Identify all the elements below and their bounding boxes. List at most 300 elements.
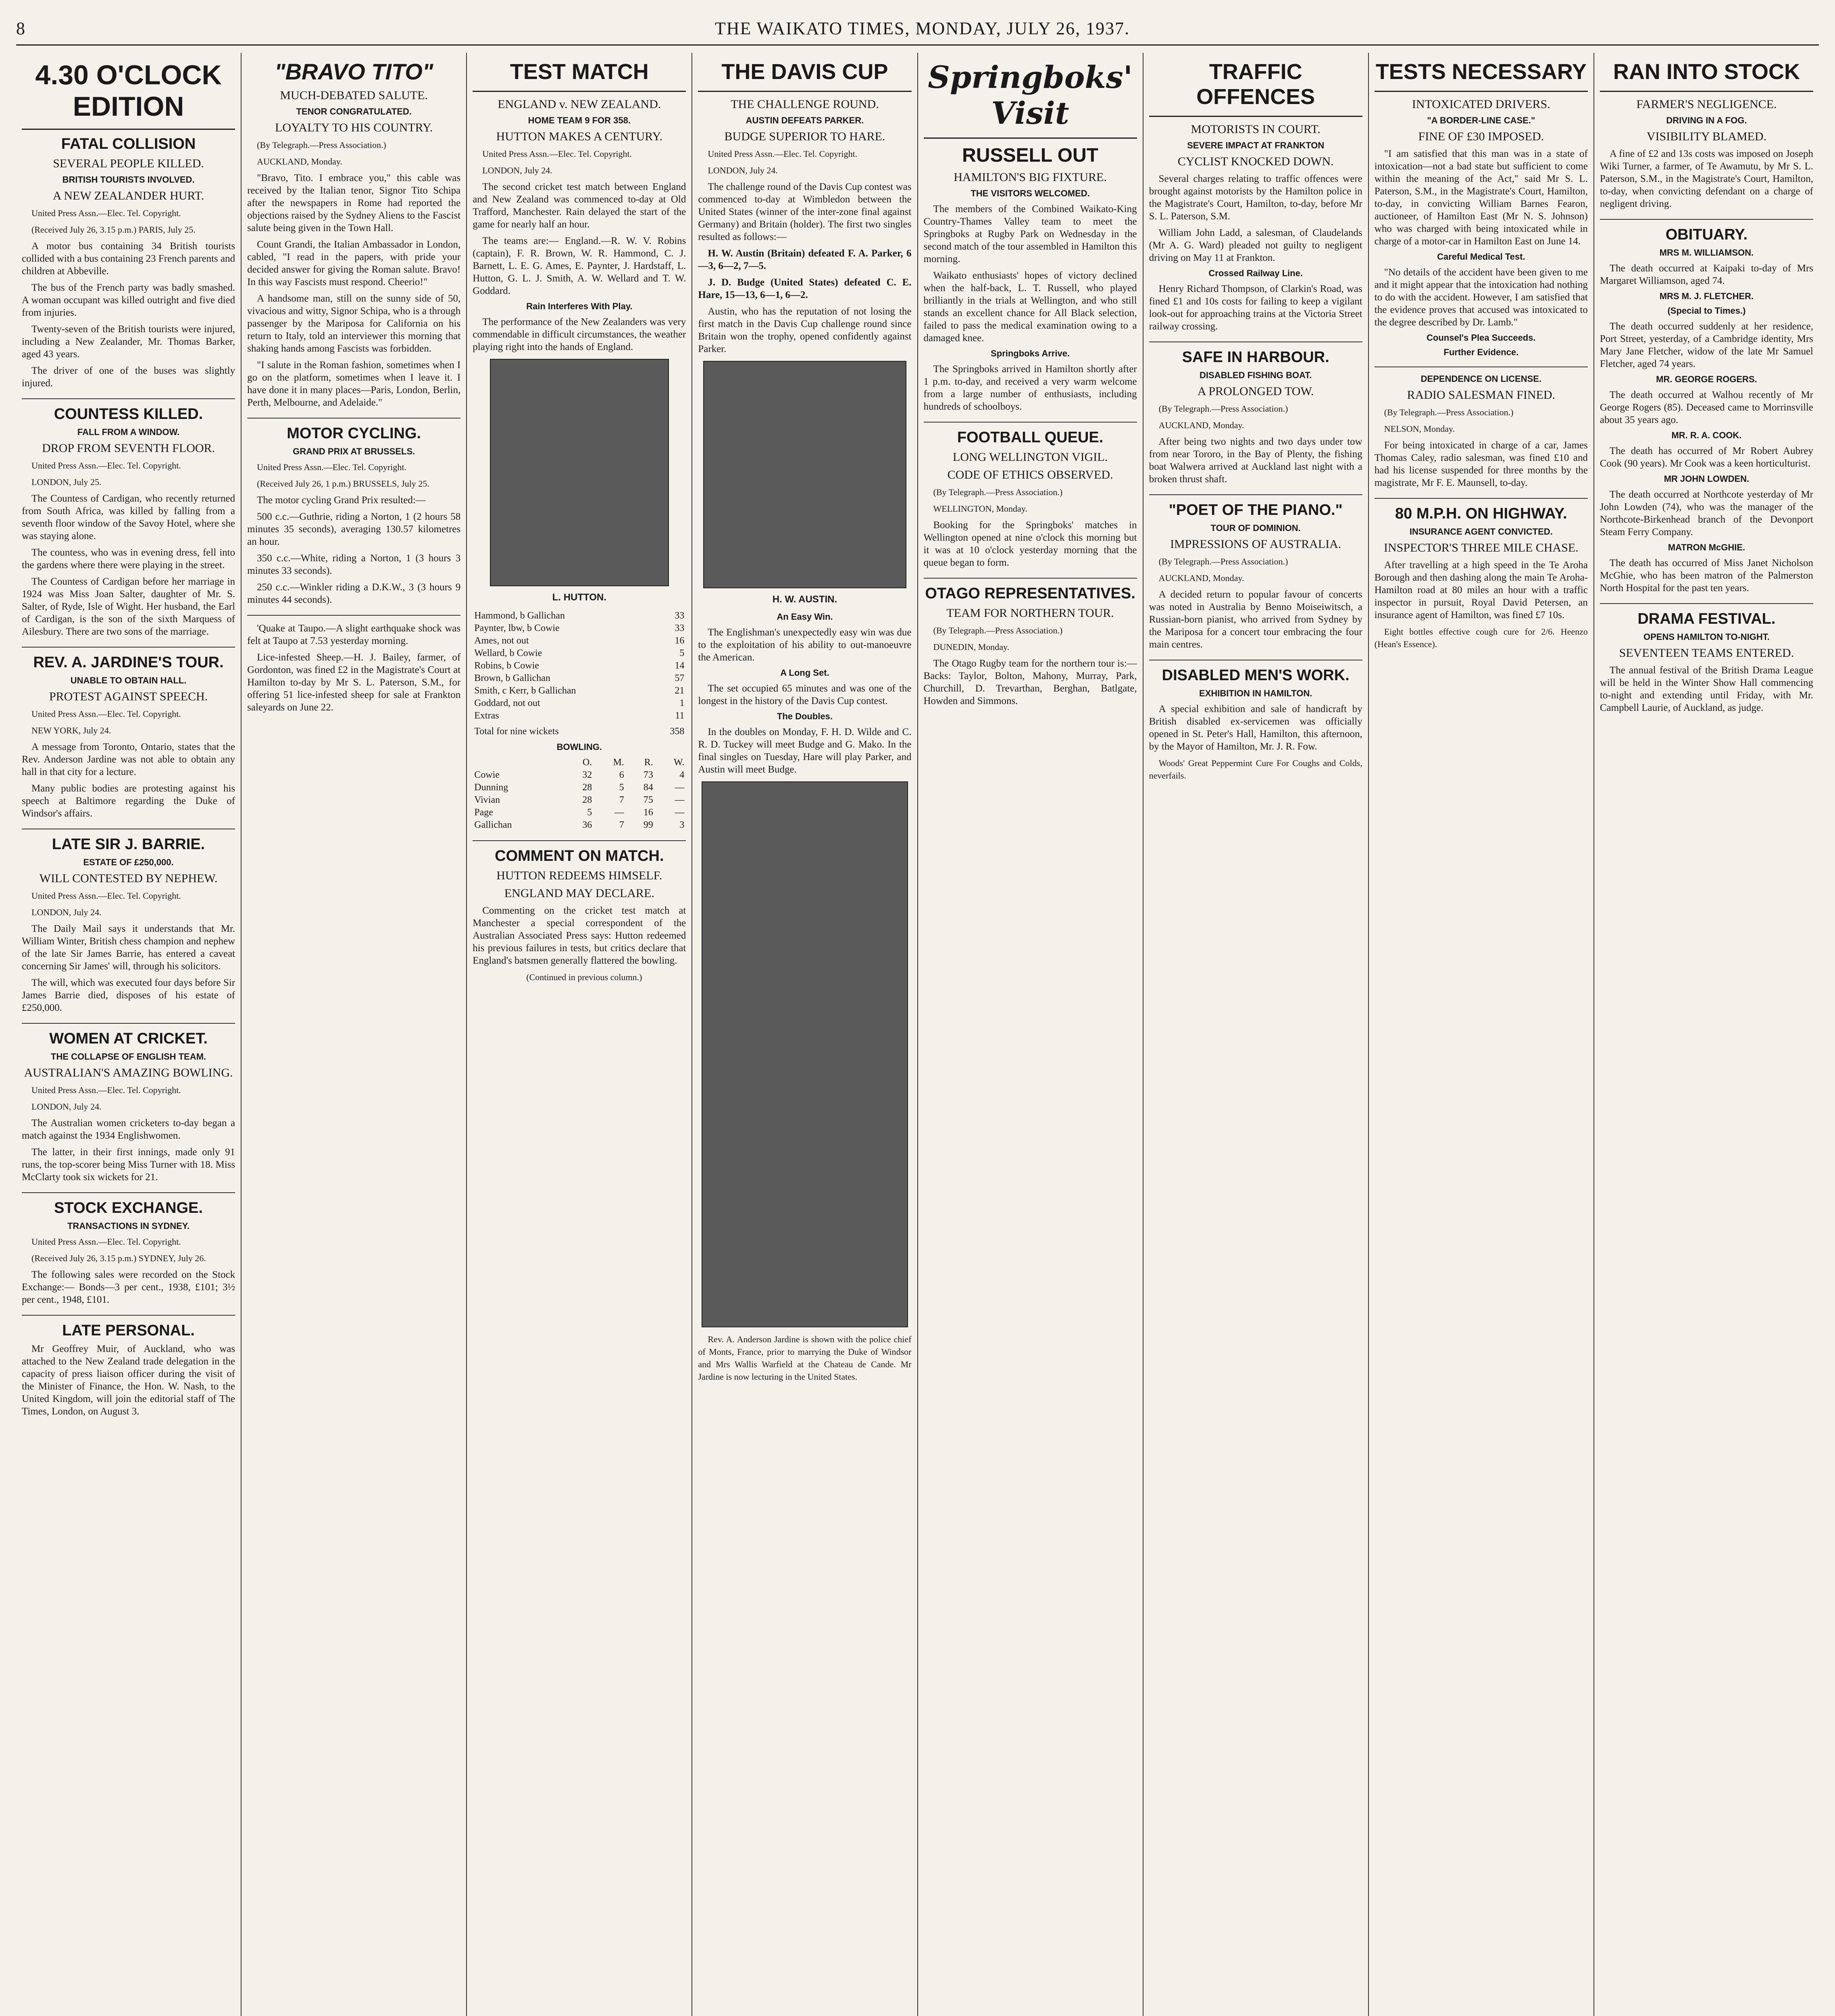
paragraph: Mr Geoffrey Muir, of Auckland, who was attached to the New Zealand trade delegation in the capacity of press liaison officer during the visit of the Minister of Finance, the Hon. W. Nash, to the United Kingdom, will join the editorial staff of The Times, London, on August 3. <box>22 1343 235 1417</box>
story-fatal-collision <box>22 135 235 389</box>
subhead: LOYALTY TO HIS COUNTRY. <box>275 121 433 134</box>
subhead: TOUR OF DOMINION. <box>1210 523 1301 533</box>
column-heading: Springboks' Visit <box>924 53 1137 139</box>
bowling-col-header: M. <box>613 757 624 768</box>
subhead: A Long Set. <box>780 668 829 678</box>
runs: 1 <box>679 698 685 708</box>
bowling-o: 5 <box>587 807 592 818</box>
column-6 <box>1143 53 1369 2016</box>
bowling-row <box>473 769 686 781</box>
photo-caption: H. W. AUSTIN. <box>772 594 837 605</box>
batsman: Paynter, lbw, b Cowie <box>474 623 560 633</box>
paragraph: The challenge round of the Davis Cup contest was commenced to-day at Wimbledon between the United States (winner of the inter-zone final against Germany) and Britain (holder). The first two singles resulted as follows:— <box>698 181 912 242</box>
story-briefs <box>247 622 460 714</box>
advertisement: Woods' Great Peppermint Cure For Coughs and Colds, neverfails. <box>1149 758 1362 781</box>
subhead: UNABLE TO OBTAIN HALL. <box>70 675 187 685</box>
runs: 57 <box>675 673 685 683</box>
total-value: 358 <box>670 726 685 737</box>
subhead: ENGLAND MAY DECLARE. <box>504 887 654 900</box>
story-test-match <box>473 98 686 831</box>
dateline: DUNEDIN, Monday. <box>933 642 1010 652</box>
subhead: Rain Interferes With Play. <box>526 301 633 311</box>
batsman: Extras <box>474 710 499 721</box>
subhead: MOTORISTS IN COURT. <box>1191 123 1321 136</box>
headline: WOMEN AT CRICKET. <box>49 1030 208 1047</box>
subhead: FINE OF £30 IMPOSED. <box>1418 130 1544 143</box>
column-3 <box>467 53 692 2016</box>
headline: COUNTESS KILLED. <box>54 406 203 423</box>
story-late-personal <box>22 1322 235 1418</box>
headline: 80 M.P.H. ON HIGHWAY. <box>1395 505 1567 522</box>
edition-banner: 4.30 O'CLOCK EDITION <box>22 53 235 130</box>
paragraph: The following sales were recorded on the Stock Exchange:— Bonds—3 per cent., 1938, £101; 3½ per cent., 1948, £101. <box>22 1269 235 1305</box>
batsman: Goddard, not out <box>474 698 540 708</box>
paragraph: The death occurred at Walhou recently of Mr George Rogers (85). Deceased came to Morrinsville about 35 years ago. <box>1600 389 1813 425</box>
bowling-col-header: R. <box>644 757 653 768</box>
paragraph: Many public bodies are protesting against his speech at Baltimore regarding the Duke of Windsor's affairs. <box>22 783 235 819</box>
subhead: AUSTIN DEFEATS PARKER. <box>746 115 864 125</box>
batting-row <box>473 647 686 660</box>
paragraph: The members of the Combined Waikato-King Country-Thames Valley team to meet the Springboks at Rugby Park on Wednesday in the second match of the tour assembled in Hamilton this morning. <box>923 204 1137 264</box>
subhead: HUTTON MAKES A CENTURY. <box>496 130 662 143</box>
runs: 21 <box>675 685 685 696</box>
photo-caption: L. HUTTON. <box>552 592 606 603</box>
batsman: Brown, b Gallichan <box>474 673 550 683</box>
page-number: 8 <box>16 18 26 38</box>
subhead: ESTATE OF £250,000. <box>83 857 174 867</box>
columns <box>16 53 1819 2016</box>
paragraph: Twenty-seven of the British tourists were injured, including a New Zealander, Mr. Thomas Barker, aged 43 years. <box>22 324 235 360</box>
bowling-w: — <box>675 795 685 805</box>
byline: (By Telegraph.—Press Association.) <box>1158 404 1288 414</box>
paragraph: The Australian women cricketers to-day began a match against the 1934 Englishwomen. <box>22 1118 235 1141</box>
paragraph: Count Grandi, the Italian Ambassador in London, cabled, "I read in the papers, with pride your decided answer for giving the Roman salute. Bravo! In this way Fascists must respond. Cheerio!" <box>247 239 461 287</box>
paragraph: Waikato enthusiasts' hopes of victory declined when the half-back, L. T. Russell, who played brilliantly in the trials at Wellington, and who still stands an excellent chance for All Black selection, failed to pass the medical examination owing to a damaged knee. <box>923 270 1137 344</box>
paragraph: Henry Richard Thompson, of Clarkin's Road, was fined £1 and 10s costs for failing to keep a vigilant look-out for approaching trains at the Victoria Street railway crossing. <box>1149 283 1362 332</box>
batting-total <box>473 725 686 738</box>
paragraph: 500 c.c.—Guthrie, riding a Norton, 1 (2 hours 58 minutes 35 seconds), averaging 130.57 kilometres an hour. <box>247 511 461 547</box>
dateline: LONDON, July 24. <box>708 165 778 175</box>
dateline: AUCKLAND, Monday. <box>1158 573 1244 583</box>
story-poet-of-piano <box>1149 502 1362 651</box>
paragraph: The Daily Mail says it understands that Mr. William Winter, British chess champion and nephew of the late Sir James Barrie, has entered a caveat concerning Sir James' will, through his solicitors. <box>22 923 235 972</box>
paragraph: The death occurred at Northcote yesterday of Mr John Lowden (74), who was the manager of the Northcote-Birkenhead branch of the Devonport Steam Ferry Company. <box>1600 489 1813 537</box>
headline: DRAMA FESTIVAL. <box>1637 610 1776 627</box>
divider <box>924 578 1137 579</box>
paragraph: 'Quake at Taupo.—A slight earthquake shock was felt at Taupo at 7.53 yesterday morning. <box>247 623 461 646</box>
subhead: HAMILTON'S BIG FIXTURE. <box>954 171 1107 184</box>
paragraph: 250 c.c.—Winkler riding a D.K.W., 3 (3 hours 9 minutes 44 seconds). <box>247 582 461 605</box>
masthead <box>16 12 1819 46</box>
paragraph: Commenting on the cricket test match at Manchester a special correspondent of the Australian Associated Press says: Hutton redeemed his previous failures in tests, but critics declare that England's batsmen generally flattered the bowling. <box>473 905 686 966</box>
byline: United Press Assn.—Elec. Tel. Copyright. <box>31 1085 181 1095</box>
batting-row <box>473 635 686 647</box>
divider <box>1375 498 1588 499</box>
paragraph: Booking for the Springboks' matches in Wellington opened at nine o'clock this morning but it was at 10 o'clock yesterday morning that the queue began to form. <box>923 520 1137 568</box>
divider <box>22 1192 235 1193</box>
paragraph: William John Ladd, a salesman, of Claudelands (Mr A. G. Ward) pleaded not guilty to negligent driving on May 11 at Frankton. <box>1149 227 1362 263</box>
subhead: MRS M. WILLIAMSON. <box>1659 248 1754 258</box>
byline: United Press Assn.—Elec. Tel. Copyright. <box>31 460 181 471</box>
column-1 <box>16 53 242 2016</box>
subhead: MR. R. A. COOK. <box>1671 430 1742 440</box>
subhead: Crossed Railway Line. <box>1208 268 1303 278</box>
story-women-cricket <box>22 1030 235 1183</box>
headline: RUSSELL OUT <box>962 145 1098 166</box>
subhead: FARMER'S NEGLIGENCE. <box>1636 98 1777 111</box>
bowling-w: 4 <box>679 770 685 780</box>
column-5 <box>918 53 1143 2016</box>
bowling-o: 36 <box>582 820 592 830</box>
divider <box>247 418 460 419</box>
result: J. D. Budge (United States) defeated C. E. Hare, 15—13, 6—1, 6—2. <box>698 277 912 300</box>
story-davis-cup <box>698 98 911 1383</box>
subhead: TENOR CONGRATULATED. <box>296 106 412 117</box>
bowling-col-header: O. <box>582 757 592 768</box>
runs: 33 <box>675 610 685 621</box>
photo-austin <box>703 361 906 588</box>
subhead: RADIO SALESMAN FINED. <box>1407 388 1556 402</box>
subhead: BOWLING. <box>556 742 602 752</box>
subhead: INSPECTOR'S THREE MILE CHASE. <box>1383 541 1579 554</box>
bowling-row <box>473 806 686 819</box>
subhead: DISABLED FISHING BOAT. <box>1200 370 1312 380</box>
byline: United Press Assn.—Elec. Tel. Copyright. <box>31 1237 181 1247</box>
column-8 <box>1594 53 1819 2016</box>
paragraph: The Springboks arrived in Hamilton shortly after 1 p.m. to-day, and received a very warm welcome from a large number of enthusiasts, including hundreds of schoolboys. <box>923 364 1137 412</box>
batting-row <box>473 672 686 685</box>
subhead: A NEW ZEALANDER HURT. <box>52 189 204 202</box>
bowling-row <box>473 781 686 794</box>
bowling-name: Page <box>474 807 493 818</box>
headline: "BRAVO TITO" <box>275 59 433 84</box>
subhead: MR. GEORGE ROGERS. <box>1656 374 1757 384</box>
subhead: INTOXICATED DRIVERS. <box>1412 98 1550 111</box>
story-drama-festival <box>1600 610 1813 714</box>
bowling-name: Vivian <box>474 795 500 805</box>
headline: OTAGO REPRESENTATIVES. <box>925 585 1135 602</box>
subhead: THE COLLAPSE OF ENGLISH TEAM. <box>51 1052 206 1062</box>
batsman: Robins, b Cowie <box>474 660 539 671</box>
dateline: (Received July 26, 1 p.m.) BRUSSELS, July 25. <box>257 479 429 489</box>
story-jardine <box>22 654 235 820</box>
runs: 16 <box>675 635 685 646</box>
byline: (By Telegraph.—Press Association.) <box>933 625 1063 635</box>
paragraph: The performance of the New Zealanders was very commendable in difficult circumstances, the weather playing right into the hands of England. <box>473 317 686 352</box>
subhead: A PROLONGED TOW. <box>1197 385 1314 398</box>
column-heading: TEST MATCH <box>473 53 686 92</box>
subhead: INSURANCE AGENT CONVICTED. <box>1409 527 1553 537</box>
bowling-w: — <box>675 807 685 818</box>
story-bravo-tito <box>247 58 460 409</box>
subhead: "A BORDER-LINE CASE." <box>1427 115 1535 125</box>
dateline: LONDON, July 24. <box>31 907 102 917</box>
paragraph: A fine of £2 and 13s costs was imposed on Joseph Wiki Turner, a farmer, of Te Awamutu, by Mr S. L. Paterson, S.M., in the Magistrate's Court, Hamilton, to-day, when convicting defendant on a charge of negligent driving. <box>1600 148 1813 209</box>
subhead: SEVENTEEN TEAMS ENTERED. <box>1619 646 1794 660</box>
subhead: AUSTRALIAN'S AMAZING BOWLING. <box>24 1066 233 1079</box>
bowling-m: 7 <box>619 795 624 805</box>
story-obituary <box>1600 226 1813 594</box>
subhead: MATRON McGHIE. <box>1668 542 1745 552</box>
subhead: FALL FROM A WINDOW. <box>77 427 180 437</box>
photo-jardine <box>702 781 908 1327</box>
subhead: TRANSACTIONS IN SYDNEY. <box>67 1221 190 1231</box>
paragraph: The countess, who was in evening dress, fell into the gardens where there were playing in the street. <box>22 547 235 571</box>
result: H. W. Austin (Britain) defeated F. A. Parker, 6—3, 6—2, 7—5. <box>698 248 912 271</box>
paragraph: The death occurred suddenly at her residence, Port Street, yesterday, of a Cambridge identity, Mrs Mary Jane Fletcher, widow of the late Mr Samuel Fletcher, aged 74 years. <box>1600 321 1813 369</box>
story-motor-cycling <box>247 425 460 606</box>
divider <box>247 615 460 616</box>
batsman: Smith, c Kerr, b Gallichan <box>474 685 576 696</box>
paragraph: The will, which was executed four days before Sir James Barrie died, disposes of his estate of £250,000. <box>22 977 235 1013</box>
story-football-queue <box>924 429 1137 569</box>
bowling-name: Cowie <box>474 770 500 780</box>
headline: "POET OF THE PIANO." <box>1168 502 1343 519</box>
story-countess <box>22 406 235 638</box>
dateline: NELSON, Monday. <box>1384 424 1455 434</box>
batting-scorecard <box>473 610 686 722</box>
story-ran-into-stock <box>1600 98 1813 210</box>
story-stock-exchange <box>22 1200 235 1306</box>
divider <box>473 840 686 841</box>
photo-caption: Rev. A. Anderson Jardine is shown with the police chief of Monts, France, prior to marrying the Duke of Windsor and Mrs Wallis Warfield at the Chateau de Cande. Mr Jardine is now lecturing in the United States. <box>698 1334 912 1382</box>
bowling-w: — <box>675 782 685 793</box>
bowling-o: 28 <box>582 782 592 793</box>
paragraph: A special exhibition and sale of handicraft by British disabled ex-servicemen was officially opened in St. Peter's Hall, Hamilton, this afternoon, by the Mayor of Hamilton, Mr. J. R. Fow. <box>1149 704 1362 752</box>
bowling-m: — <box>614 807 624 818</box>
byline: United Press Assn.—Elec. Tel. Copyright. <box>708 149 858 159</box>
paragraph: The Countess of Cardigan before her marriage in 1924 was Miss Joan Salter, daughter of Mr. S. Salter, of Ryde, Isle of Wight. Her husband, the Earl of Cardigan, is the son of the sixth Marquess of Ailesbury. There are two sons of the marriage. <box>22 576 235 637</box>
byline: (By Telegraph.—Press Association.) <box>1158 556 1288 566</box>
paragraph: The death has occurred of Mr Robert Aubrey Cook (90 years). Mr Cook was a keen horticulturist. <box>1600 446 1813 469</box>
batting-row <box>473 685 686 697</box>
paragraph: In the doubles on Monday, F. H. D. Wilde and C. R. D. Tuckey will meet Budge and G. Mako. In the final singles on Tuesday, Hare will play Parker, and Austin will meet Budge. <box>698 727 912 775</box>
total-label: Total for nine wickets <box>474 726 559 737</box>
subhead: HOME TEAM 9 FOR 358. <box>528 115 631 125</box>
headline: STOCK EXCHANGE. <box>54 1200 203 1216</box>
column-2 <box>242 53 467 2016</box>
divider <box>22 647 235 648</box>
paragraph: The Countess of Cardigan, who recently returned from South Africa, was killed by falling from a seventh floor window of the Savoy Hotel, where she was staying alone. <box>22 493 235 541</box>
dateline: (Received July 26, 3.15 p.m.) PARIS, July 25. <box>31 225 196 235</box>
paragraph: The second cricket test match between England and New Zealand was commenced to-day at Old Trafford, Manchester. Rain delayed the start of the game for nearly half an hour. <box>473 181 686 230</box>
headline: OBITUARY. <box>1665 226 1748 243</box>
bowling-m: 6 <box>619 770 624 780</box>
story-80-mph <box>1375 505 1588 650</box>
headline: LATE PERSONAL. <box>62 1322 195 1339</box>
column-heading: TESTS NECESSARY <box>1375 53 1588 92</box>
byline: (By Telegraph.—Press Association.) <box>1384 407 1514 417</box>
paragraph: The Otago Rugby team for the northern tour is:— Backs: Taylor, Bolton, Mahony, Murray, Park, Churchill, D. Trevarthan, Berghan, Batlgate, Howden and Simmons. <box>923 658 1137 706</box>
story-tests-necessary <box>1375 98 1588 358</box>
paragraph: The set occupied 65 minutes and was one of the longest in the history of the Davis Cup contest. <box>698 683 912 706</box>
batting-row <box>473 610 686 622</box>
paragraph: "Bravo, Tito. I embrace you," this cable was received by the Italian tenor, Signor Tito Schipa after the newspapers in Rome had reported the objections raised by the Sydney Aliens to the Fascist salute being given in the Town Hall. <box>247 173 461 233</box>
column-heading: THE DAVIS CUP <box>698 53 911 92</box>
paragraph: "I salute in the Roman fashion, sometimes when I go on the platform, sometimes when I leave it. I have done it in many places—Paris, London, Berlin, Perth, Melbourne, and Adelaide." <box>247 360 461 408</box>
bowling-r: 99 <box>643 820 653 830</box>
paragraph: The annual festival of the British Drama League will be held in the Winter Show Hall commencing to-night and extending until Friday, with Mr. Campbell Laurie, of Auckland, as judge. <box>1600 665 1813 713</box>
subhead: DROP FROM SEVENTH FLOOR. <box>42 442 215 455</box>
runs: 11 <box>675 710 685 721</box>
story-springboks <box>924 144 1137 413</box>
story-dependence-on-license <box>1375 374 1588 489</box>
bowling-r: 73 <box>643 770 653 780</box>
story-comment <box>473 848 686 983</box>
bowling-name: Gallichan <box>474 820 512 830</box>
subhead: Counsel's Plea Succeeds. <box>1427 333 1536 343</box>
subhead: THE CHALLENGE ROUND. <box>731 98 879 111</box>
bowling-row <box>473 794 686 806</box>
subhead: TEAM FOR NORTHERN TOUR. <box>946 606 1114 620</box>
bowling-col-header <box>473 756 564 769</box>
bowling-r: 75 <box>643 795 653 805</box>
dateline: AUCKLAND, Monday. <box>1158 420 1244 430</box>
story-disabled-mens-work <box>1149 667 1362 782</box>
batsman: Wellard, b Cowie <box>474 648 542 658</box>
divider <box>22 1315 235 1316</box>
column-7 <box>1369 53 1594 2016</box>
headline: FOOTBALL QUEUE. <box>957 429 1104 446</box>
headline: SAFE IN HARBOUR. <box>1182 349 1329 366</box>
headline: REV. A. JARDINE'S TOUR. <box>33 654 224 671</box>
subhead: Careful Medical Test. <box>1437 252 1525 262</box>
paragraph: The Englishman's unexpectedly easy win was due to the exploitation of his ability to out-manoeuvre the American. <box>698 627 912 663</box>
subhead: BRITISH TOURISTS INVOLVED. <box>62 175 195 185</box>
divider <box>1600 603 1813 604</box>
byline: United Press Assn.—Elec. Tel. Copyright. <box>31 208 181 218</box>
dateline: WELLINGTON, Monday. <box>933 504 1027 514</box>
runs: 5 <box>679 648 685 658</box>
divider <box>1149 494 1362 495</box>
paragraph: Lice-infested Sheep.—H. J. Bailey, farmer, of Gordonton, was fined £2 in the Magistrate's Court at Hamilton to-day by Mr S. L. Paterson, S.M., for offering 51 lice-infested sheep for sale at Frankton saleyards on June 22. <box>247 652 461 713</box>
paragraph: Austin, who has the reputation of not losing the first match in the Davis Cup challenge round since Britain won the trophy, opened confidently against Parker. <box>698 306 912 354</box>
subhead: An Easy Win. <box>777 612 833 622</box>
paragraph: "I am satisfied that this man was in a state of intoxication—not a bad state but sufficient to come within the meaning of the Act," said Mr S. L. Paterson, S.M., in the Magistrate's Court, Hamilton, to-day, in convicting William Barnes Fearon, auctioneer, of Hamilton East (Mr N. S. Johnson) who was charged with being intoxicated while in charge of a motor-car in Hamilton East on June 14. <box>1374 148 1588 247</box>
paragraph: The driver of one of the buses was slightly injured. <box>22 365 235 389</box>
subhead: Further Evidence. <box>1443 347 1519 357</box>
subhead: MUCH-DEBATED SALUTE. <box>280 89 428 102</box>
column-4 <box>692 53 918 2016</box>
subhead: WILL CONTESTED BY NEPHEW. <box>39 872 218 885</box>
subhead: (Special to Times.) <box>1667 306 1746 316</box>
bowling-r: 84 <box>643 782 653 793</box>
subhead: ENGLAND v. NEW ZEALAND. <box>498 98 661 111</box>
divider <box>22 398 235 399</box>
subhead: DRIVING IN A FOG. <box>1666 115 1747 125</box>
dateline: LONDON, July 24. <box>482 165 552 175</box>
subhead: EXHIBITION IN HAMILTON. <box>1199 688 1312 698</box>
subhead: CYCLIST KNOCKED DOWN. <box>1177 155 1334 168</box>
bowling-m: 7 <box>619 820 624 830</box>
byline: (By Telegraph.—Press Association.) <box>933 487 1063 497</box>
subhead: SEVERAL PEOPLE KILLED. <box>53 157 204 170</box>
paragraph: After travelling at a high speed in the Te Aroha Borough and then dashing along the main Te Aroha-Hamilton road at 80 miles an hour with a traffic inspector in pursuit, Royal David Petersen, an insurance agent of Hamilton, was fined £7 10s. <box>1374 560 1588 621</box>
subhead: BUDGE SUPERIOR TO HARE. <box>724 130 885 143</box>
subhead: VISIBILITY BLAMED. <box>1646 130 1767 143</box>
paragraph: 350 c.c.—White, riding a Norton, 1 (3 hours 3 minutes 33 seconds). <box>247 553 461 576</box>
subhead: Springboks Arrive. <box>991 348 1070 358</box>
continued-note: (Continued in previous column.) <box>526 972 642 982</box>
column-heading: TRAFFIC OFFENCES <box>1149 53 1362 117</box>
subhead: PROTEST AGAINST SPEECH. <box>49 690 208 703</box>
paragraph: The bus of the French party was badly smashed. A woman occupant was killed outright and five died from injuries. <box>22 282 235 318</box>
byline: United Press Assn.—Elec. Tel. Copyright. <box>482 149 632 159</box>
subhead: MR JOHN LOWDEN. <box>1664 474 1750 484</box>
runs: 14 <box>675 660 685 671</box>
paragraph: The motor cycling Grand Prix resulted:— <box>257 495 426 506</box>
byline: (By Telegraph.—Press Association.) <box>257 140 386 150</box>
runs: 33 <box>675 623 685 633</box>
subhead: OPENS HAMILTON TO-NIGHT. <box>1643 632 1770 642</box>
paragraph: The latter, in their first innings, made only 91 runs, the top-scorer being Miss Turner with 18. Miss McClarty took six wickets for 21. <box>22 1147 235 1183</box>
subhead: LONG WELLINGTON VIGIL. <box>953 450 1108 464</box>
divider <box>22 1023 235 1024</box>
headline: MOTOR CYCLING. <box>287 425 421 442</box>
headline: COMMENT ON MATCH. <box>495 848 664 864</box>
subhead: THE VISITORS WELCOMED. <box>971 188 1090 198</box>
subhead: GRAND PRIX AT BRUSSELS. <box>293 446 415 456</box>
dateline: (Received July 26, 3.15 p.m.) SYDNEY, July 26. <box>31 1253 206 1263</box>
byline: United Press Assn.—Elec. Tel. Copyright. <box>257 462 406 472</box>
paragraph: A message from Toronto, Ontario, states that the Rev. Anderson Jardine was not able to obtain any hall in that city for a lecture. <box>22 741 235 777</box>
batting-row <box>473 660 686 672</box>
headline: DISABLED MEN'S WORK. <box>1162 667 1350 684</box>
subhead: MRS M. J. FLETCHER. <box>1659 291 1754 301</box>
bowling-row <box>473 819 686 831</box>
paragraph: The death has occurred of Miss Janet Nicholson McGhie, who has been matron of the Palmerston North Hospital for the past ten years. <box>1600 558 1813 594</box>
paragraph: "No details of the accident have been given to me and it might appear that the intoxication had nothing to do with the accident. However, I am satisfied that the evidence proves that accused was intoxicated to the degree described by Dr. Lamb." <box>1374 267 1588 328</box>
bowling-r: 16 <box>643 807 653 818</box>
headline: LATE SIR J. BARRIE. <box>52 836 205 853</box>
paragraph: The death occurred at Kaipaki to-day of Mrs Margaret Williamson, aged 74. <box>1600 263 1813 286</box>
dateline: AUCKLAND, Monday. <box>257 156 342 167</box>
subhead: SEVERE IMPACT AT FRANKTON <box>1187 140 1325 150</box>
paragraph: A motor bus containing 34 British tourists collided with a bus containing 23 French parents and children at Abbeville. <box>22 241 235 277</box>
bowling-figures <box>473 756 686 831</box>
story-barrie <box>22 836 235 1014</box>
advertisement: Eight bottles effective cough cure for 2/6. Heenzo (Hean's Essence). <box>1374 627 1588 649</box>
column-heading: RAN INTO STOCK <box>1600 53 1813 92</box>
paragraph: The teams are:— England.—R. W. V. Robins (captain), F. R. Brown, W. R. Hammond, C. J. Barnett, L. E. G. Ames, E. Paynter, J. Hardstaff, L. Hutton, G. L. J. Smith, A. W. Wellard and T. W. Goddard. <box>473 235 686 296</box>
batsman: Ames, not out <box>474 635 529 646</box>
paragraph: For being intoxicated in charge of a car, James Thomas Caley, radio salesman, was fined £10 and had his license suspended for three months by the magistrate, Mr F. E. Maunsell, to-day. <box>1374 440 1588 488</box>
dateline: LONDON, July 25. <box>31 477 102 487</box>
byline: United Press Assn.—Elec. Tel. Copyright. <box>31 709 181 719</box>
dateline: LONDON, July 24. <box>31 1102 102 1112</box>
batting-row <box>473 622 686 635</box>
batsman: Hammond, b Gallichan <box>474 610 565 621</box>
batting-row <box>473 710 686 722</box>
photo-hutton <box>490 359 669 586</box>
story-traffic-offences <box>1149 123 1362 333</box>
batting-row <box>473 697 686 710</box>
subhead: IMPRESSIONS OF AUSTRALIA. <box>1170 537 1341 551</box>
headline: DEPENDENCE ON LICENSE. <box>1421 374 1542 384</box>
subhead: The Doubles. <box>777 711 833 721</box>
subhead: HUTTON REDEEMS HIMSELF. <box>496 869 662 882</box>
bowling-name: Dunning <box>474 782 508 793</box>
bowling-w: 3 <box>679 820 685 830</box>
bowling-o: 32 <box>582 770 592 780</box>
headline: FATAL COLLISION <box>61 135 196 152</box>
paragraph: A decided return to popular favour of concerts was noted in Australia by Benno Moiseiwitsch, a Russian-born pianist, who arrived from Sydney by the Mariposa for a concert tour embracing the four main centres. <box>1149 589 1362 650</box>
paragraph: A handsome man, still on the sunny side of 50, vivacious and witty, Signor Schipa, who is a through passenger by the Mariposa for California on his return to Italy, told an interviewer this morning that shaking hands among Fascists was forbidden. <box>247 293 461 354</box>
story-otago <box>924 585 1137 707</box>
masthead-title: THE WAIKATO TIMES, MONDAY, JULY 26, 1937. <box>714 18 1130 38</box>
subhead: CODE OF ETHICS OBSERVED. <box>947 468 1113 481</box>
dateline: NEW YORK, July 24. <box>31 725 111 735</box>
